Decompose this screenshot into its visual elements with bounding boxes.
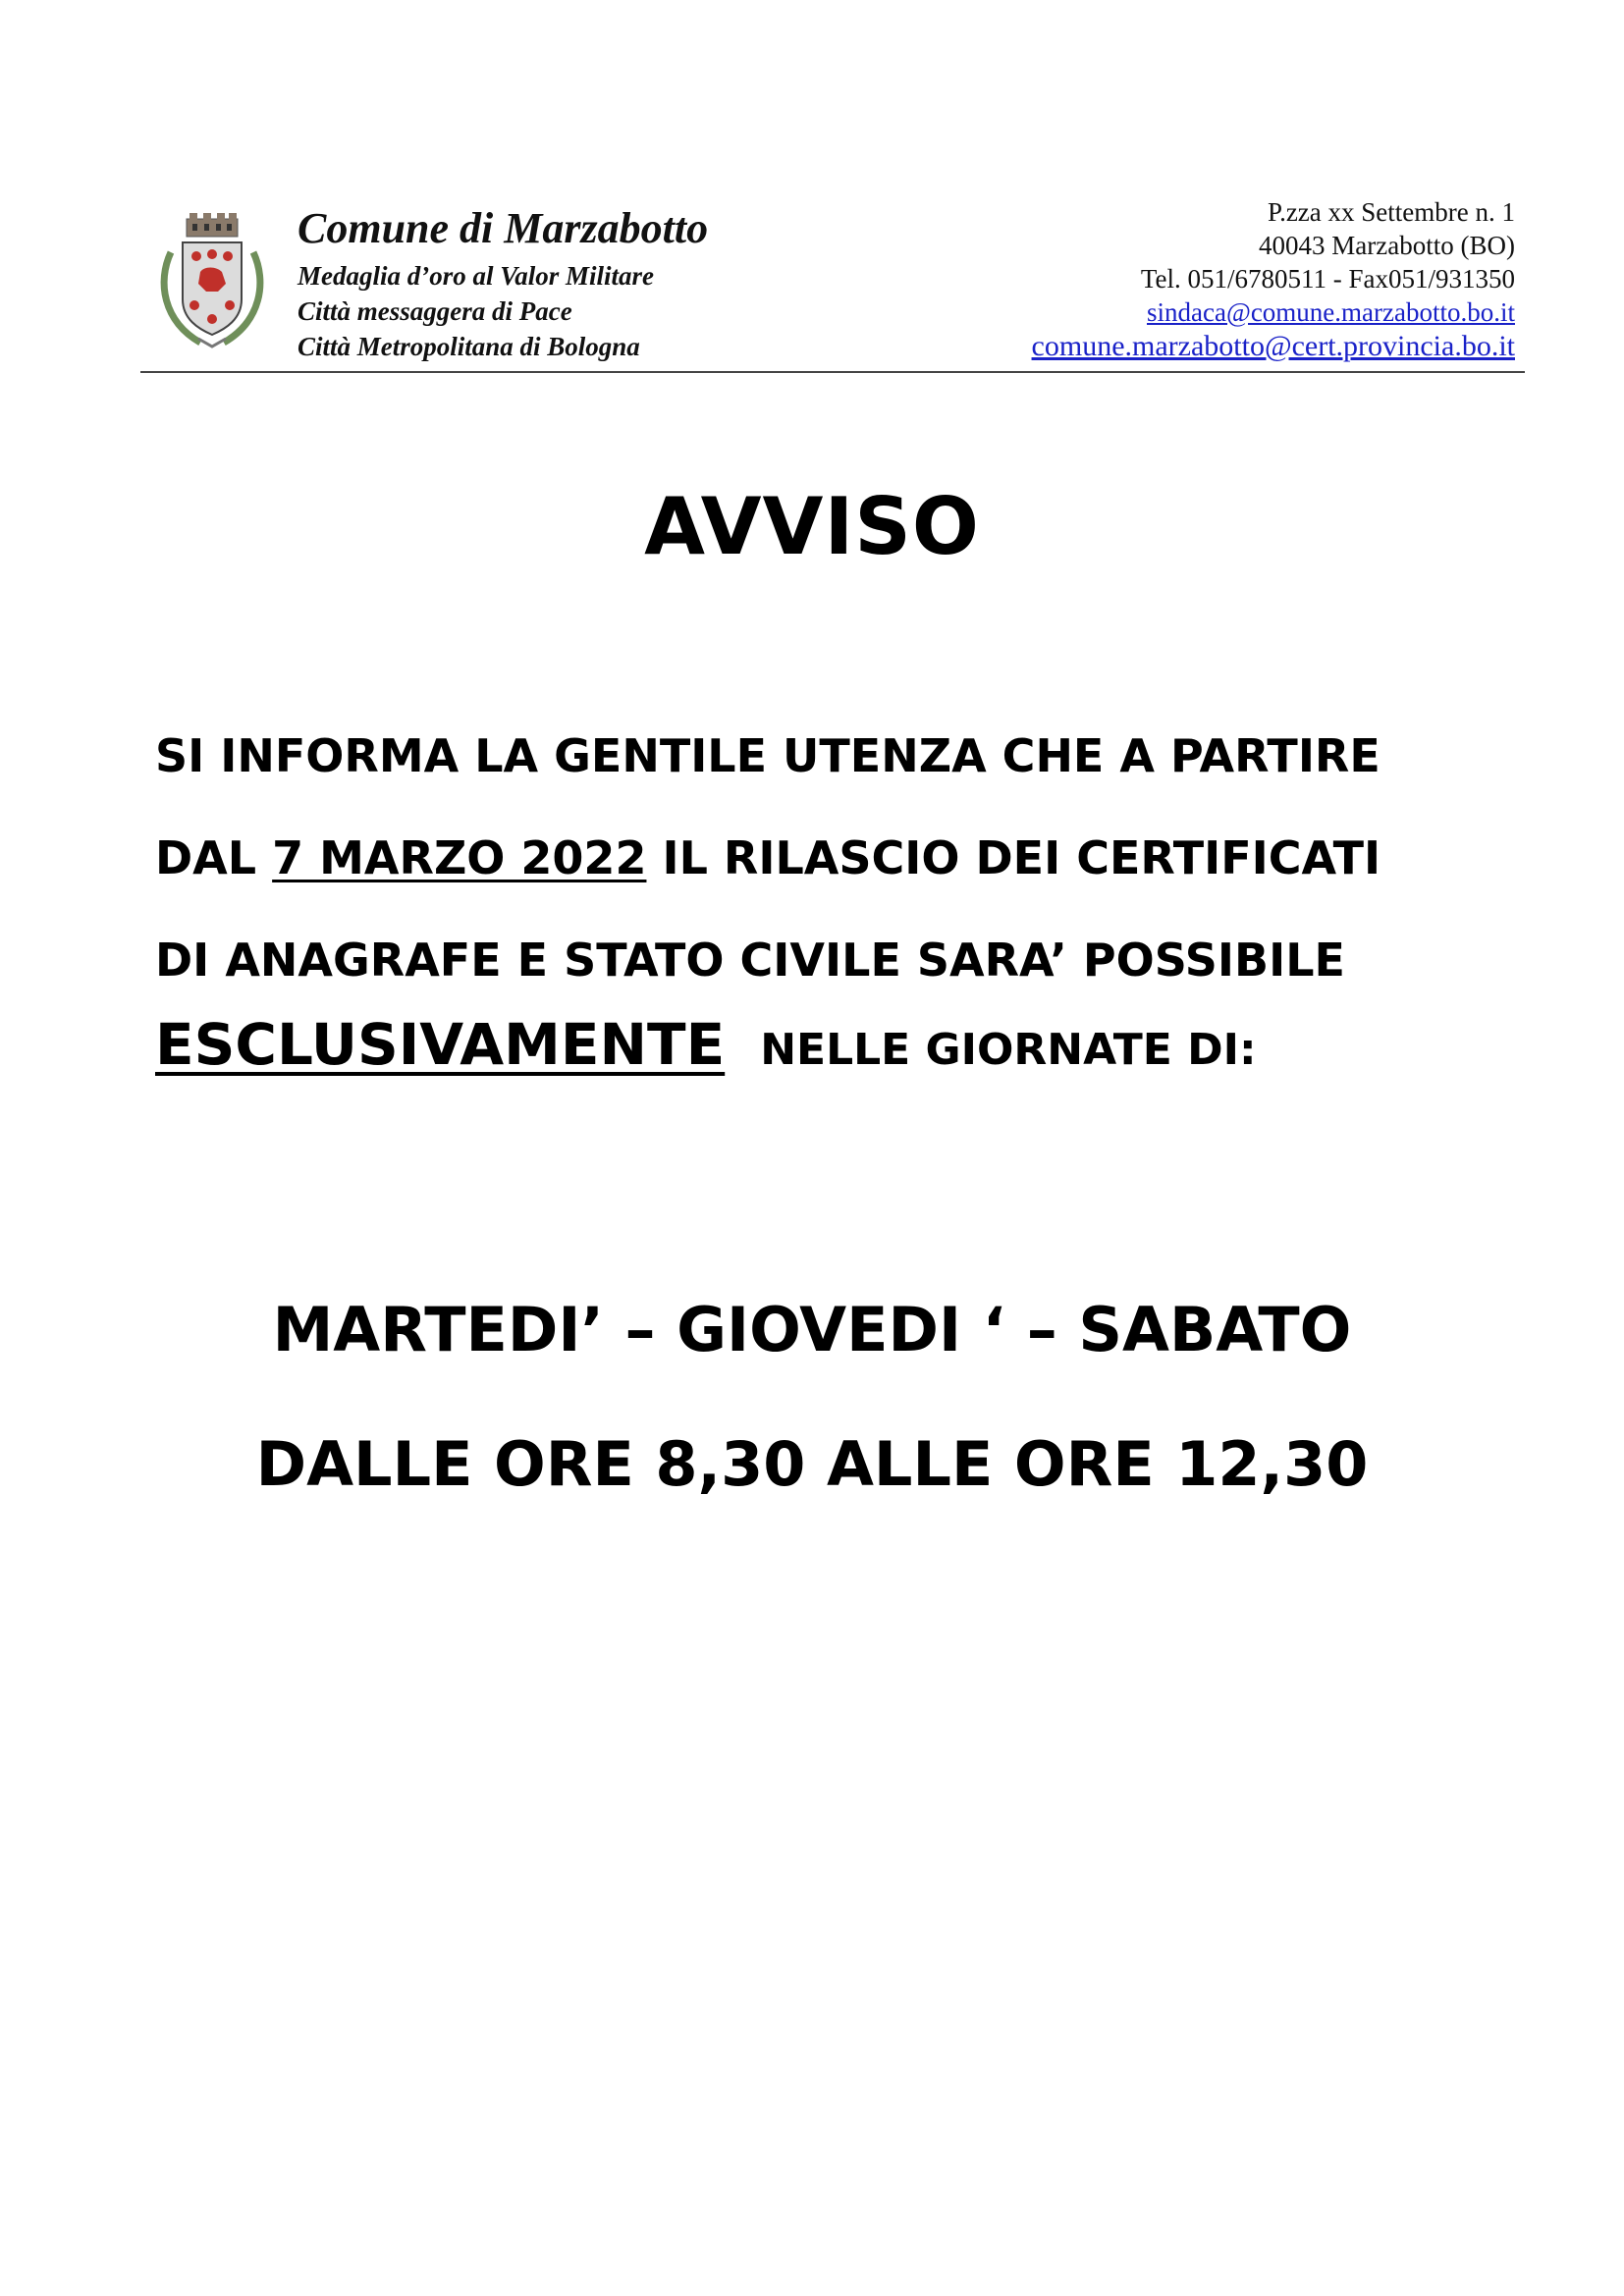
notice-start-date: 7 MARZO 2022	[272, 831, 647, 884]
contact-pec-link[interactable]: comune.marzabotto@cert.provincia.bo.it	[1031, 330, 1515, 362]
contact-address: P.zza xx Settembre n. 1	[1268, 197, 1515, 227]
header-divider	[140, 371, 1525, 373]
notice-exclusive-line	[155, 1011, 1257, 1078]
municipality-line-metro: Città Metropolitana di Bologna	[298, 332, 640, 361]
notice-exclusive-rest: NELLE GIORNATE DI:	[760, 1025, 1257, 1075]
notice-line-3: DI ANAGRAFE E STATO CIVILE SARA’ POSSIBILE	[155, 934, 1345, 987]
notice-exclusive-word: ESCLUSIVAMENTE	[155, 1011, 726, 1078]
notice-body	[155, 705, 1530, 1011]
notice-line-2-suffix: IL RILASCIO DEI CERTIFICATI	[646, 831, 1381, 884]
notice-hours: DALLE ORE 8,30 ALLE ORE 12,30	[255, 1428, 1369, 1500]
notice-line-2-prefix: DAL	[155, 831, 273, 884]
contact-block	[1032, 195, 1515, 364]
municipality-line-peace: Città messaggera di Pace	[298, 296, 572, 326]
notice-line-2	[155, 807, 1530, 909]
notice-line-1: SI INFORMA LA GENTILE UTENZA CHE A PARTIRE	[155, 729, 1380, 782]
letterhead	[140, 191, 1525, 373]
municipality-line-medal: Medaglia d’oro al Valor Militare	[298, 261, 655, 291]
municipality-name: Comune di Marzabotto	[298, 204, 709, 252]
contact-phone: Tel. 051/6780511 - Fax051/931350	[1140, 264, 1515, 294]
coat-of-arms-icon	[157, 213, 267, 350]
contact-email-link[interactable]: sindaca@comune.marzabotto.bo.it	[1147, 297, 1515, 327]
contact-city: 40043 Marzabotto (BO)	[1259, 231, 1515, 260]
notice-title: AVVISO	[644, 481, 980, 572]
notice-days: MARTEDI’ – GIOVEDI ‘ – SABATO	[272, 1294, 1352, 1365]
municipality-block	[298, 201, 708, 364]
